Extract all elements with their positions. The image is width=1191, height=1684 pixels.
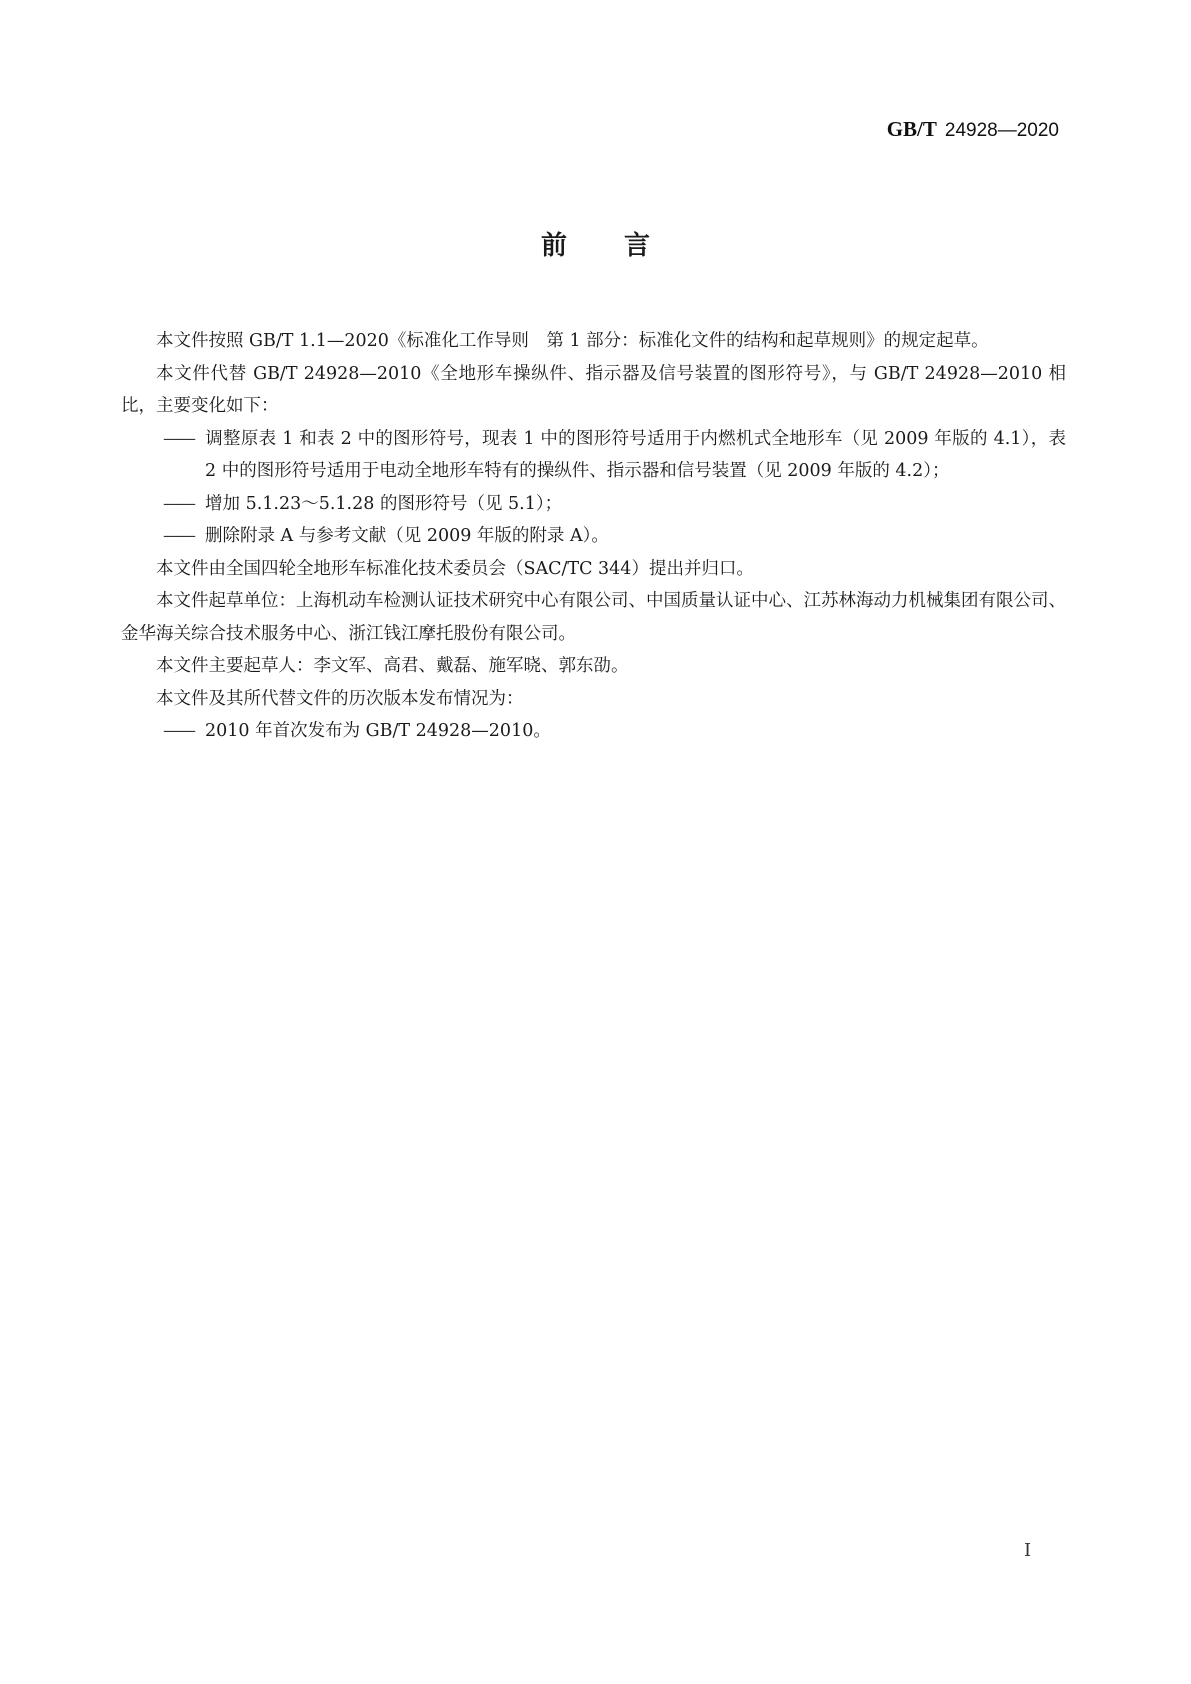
page-number: I <box>1024 1540 1032 1561</box>
change-item-3 <box>121 520 1066 553</box>
title-char-2: 言 <box>624 231 651 261</box>
change-item-text: 调整原表 1 和表 2 中的图形符号，现表 1 中的图形符号适用于内燃机式全地形车（见 2009 年版的 4.1），表 2 中的图形符号适用于电动全地形车特有的操纵件、指示器和信号装置（见 2009 年版的 4.2）； <box>205 428 1066 481</box>
change-item-text: 删除附录 A 与参考文献（见 2009 年版的附录 A）。 <box>205 526 609 546</box>
doc-prefix: GB/T <box>886 117 937 141</box>
paragraph-history: 本文件及其所代替文件的历次版本发布情况为： <box>156 688 524 709</box>
doc-number: 24928—2020 <box>944 120 1059 141</box>
foreword-body <box>121 325 1066 748</box>
change-item-1 <box>121 423 1066 488</box>
document-identifier <box>887 117 1059 142</box>
paragraph-replaces: 本文件代替 GB/T 24928—2010《全地形车操纵件、指示器及信号装置的图形符号》，与 GB/T 24928—2010 相比，主要变化如下： <box>121 363 1066 416</box>
history-item-1 <box>121 715 1066 748</box>
dash-mark: —— <box>163 493 194 514</box>
history-item-text: 2010 年首次发布为 GB/T 24928—2010。 <box>205 721 551 741</box>
change-item-2 <box>121 488 1066 521</box>
paragraph-committee: 本文件由全国四轮全地形车标准化技术委员会（SAC/TC 344）提出并归口。 <box>156 558 754 579</box>
dash-mark: —— <box>163 526 194 546</box>
dash-mark: —— <box>163 721 194 741</box>
paragraph-drafting-rules: 本文件按照 GB/T 1.1—2020《标准化工作导则 第 1 部分：标准化文件的结构和起草规则》的规定起草。 <box>156 331 989 351</box>
dash-mark: —— <box>163 428 194 449</box>
paragraph-drafters: 本文件主要起草人：李文军、高君、戴磊、施军晓、郭东劭。 <box>156 656 629 676</box>
page-title <box>0 225 1191 262</box>
change-item-text: 增加 5.1.23～5.1.28 的图形符号（见 5.1）； <box>205 493 563 514</box>
paragraph-drafting-units: 本文件起草单位：上海机动车检测认证技术研究中心有限公司、中国质量认证中心、江苏林海动力机械集团有限公司、金华海关综合技术服务中心、浙江钱江摩托股份有限公司。 <box>121 591 1066 644</box>
title-char-1: 前 <box>540 231 567 261</box>
